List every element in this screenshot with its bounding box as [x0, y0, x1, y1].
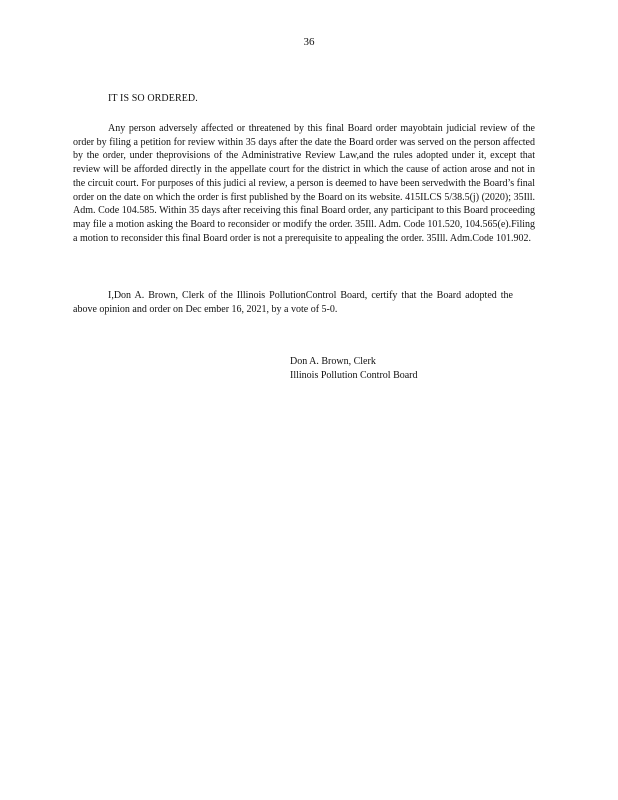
page-number: 36	[303, 36, 315, 48]
signature-name-title: Don A. Brown, Clerk	[290, 356, 376, 367]
signature-block	[290, 355, 418, 383]
appeal-rights-paragraph: Any person adversely affected or threatened by this final Board order mayobtain judicial review of the order by filing a petition for review within 35 days after the date the Board order was served on the person affected by the order, under theprovisions of the Administrative Review Law,and the rules adopted under it, except that review will be afforded directly in the appellate court for the district in which the cause of action arose and not in the circuit court. For purposes of this judici al review, a person is deemed to have been servedwith the Board’s final order on the date on which the order is first published by the Board on its website. 415ILCS 5/38.5(j) (2020); 35Ill. Adm. Code 104.585. Within 35 days after receiving this final Board order, any participant to this Board proceeding may file a motion asking the Board to reconsider or modify the order. 35Ill. Adm. Code 101.520, 104.565(e).Filing a motion to reconsider this final Board order is not a prerequisite to appealing the order. 35Ill. Adm.Code 101.902.	[73, 123, 535, 244]
order-heading: IT IS SO ORDERED.	[108, 93, 198, 104]
clerk-certification-paragraph: I,Don A. Brown, Clerk of the Illinois PollutionControl Board, certify that the Board adopted the above opinion and order on Dec ember 16, 2021, by a vote of 5-0.	[73, 290, 513, 315]
signature-organization: Illinois Pollution Control Board	[290, 370, 418, 381]
